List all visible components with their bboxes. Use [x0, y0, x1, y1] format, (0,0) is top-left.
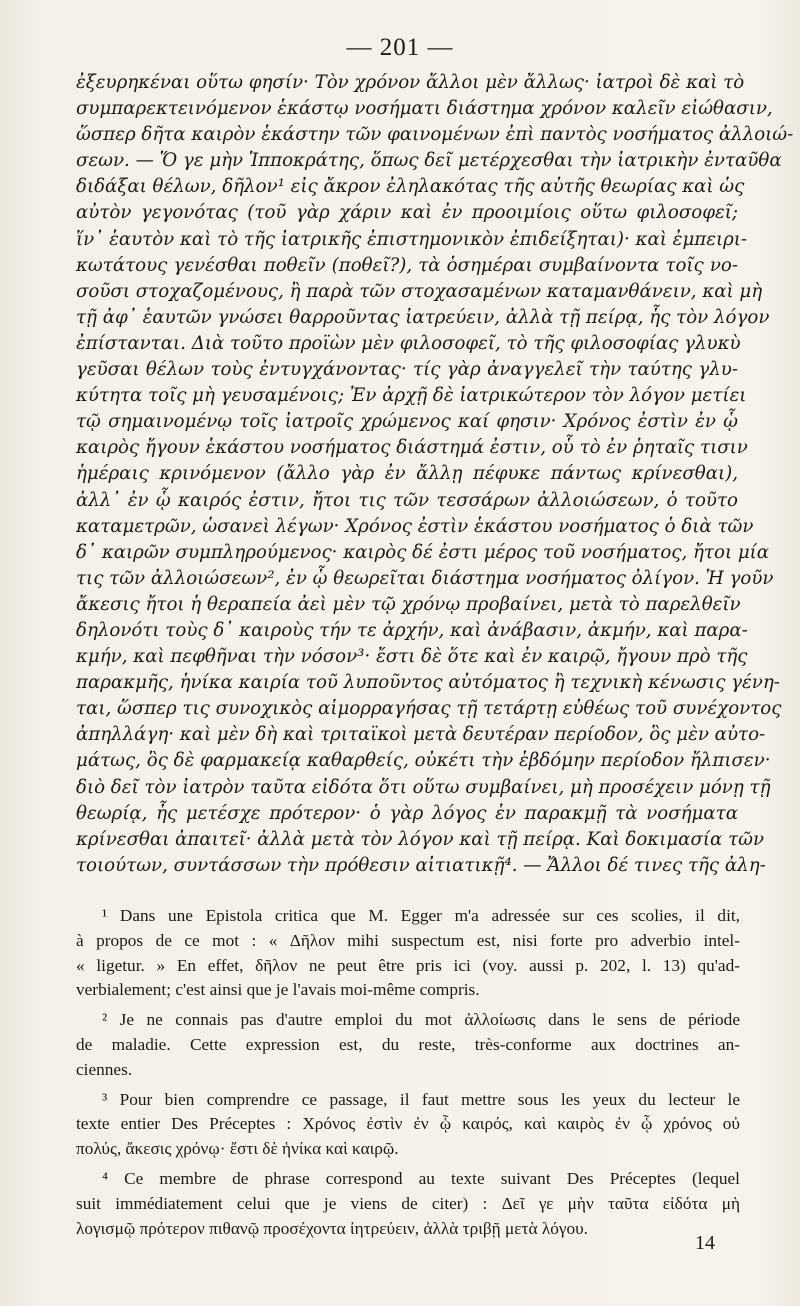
footnote-line: ⁴ Ce membre de phrase correspond au texte suivant Des Préceptes (lequel	[102, 1168, 740, 1188]
signature-mark: 14	[695, 1232, 715, 1254]
footnote-line: suit immédiatement celui que je viens de citer) : Δεῖ γε μὴν ταῦτα εἰδότα μὴ	[76, 1193, 740, 1213]
text-line: τις τῶν ἀλλοιώσεων², ἐν ᾧ θεωρεῖται διάστημα νοσήματος ὀλίγον. Ἡ γοῦν	[76, 567, 774, 589]
footnotes-block	[76, 904, 740, 1246]
text-line: θεωρίᾳ, ἧς μετέσχε πρότερον· ὁ γὰρ λόγος ἐν παρακμῇ τὰ νοσήματα	[76, 802, 738, 824]
footnote	[76, 1088, 740, 1162]
text-line: ἀλλ᾽ ἐν ᾧ καιρός ἐστιν, ἤτοι τις τῶν τεσσάρων ἀλλοιώσεων, ὁ τοῦτο	[76, 489, 738, 511]
text-line: παρακμῆς, ἡνίκα καιρία τοῦ λυποῦντος αὐτόματος ἢ τεχνικὴ κένωσις γένη-	[76, 672, 780, 694]
footnote-line: ¹ Dans une Epistola critica que M. Egger m'a adressée sur ces scolies, il dit,	[102, 906, 740, 925]
text-line: σοῦσι στοχαζομένους, ἢ παρὰ τῶν στοχασαμένων καταμανθάνειν, καὶ μὴ	[76, 280, 763, 302]
footnote-line: ciennes.	[76, 1059, 133, 1079]
footnote-line: ³ Pour bien comprendre ce passage, il faut mettre sous les yeux du lecteur le	[102, 1089, 740, 1109]
footnote	[76, 1008, 740, 1082]
text-line: κμήν, καὶ πεφθῆναι τὴν νόσον³· ἔστι δὲ ὅτε καὶ ἐν καιρῷ, ἤγουν πρὸ τῆς	[76, 646, 748, 668]
text-line: διδάξαι θέλων, δῆλον¹ εἰς ἄκρον ἐληλακότας τῆς αὐτῆς θεωρίας καὶ ὡς	[76, 176, 745, 198]
text-line: ἄκεσις ἤτοι ἡ θεραπεία ἀεὶ μὲν τῷ χρόνῳ προβαίνει, μετὰ τὸ παρελθεῖν	[76, 593, 741, 615]
text-line: ὥσπερ δῆτα καιρὸν ἑκάστην τῶν φαινομένων ἐπὶ παντὸς νοσήματος ἀλλοιώ-	[76, 124, 794, 146]
text-line: κύτητα τοῖς μὴ γευσαμένοις; Ἐν ἀρχῇ δὲ ἰατρικώτερον τὸν λόγον μετίει	[76, 385, 747, 407]
text-line: ἐξευρηκέναι οὕτω φησίν· Τὸν χρόνον ἄλλοι μὲν ἄλλως· ἰατροὶ δὲ καὶ τὸ	[76, 72, 745, 93]
text-line: τῇ ἀφ᾽ ἑαυτῶν γνώσει θαρροῦντας ἰατρεύειν, ἀλλὰ τῇ πείρᾳ, ἧς τὸν λόγον	[76, 306, 770, 328]
text-line: δηλονότι τοὺς δ᾽ καιροὺς τήν τε ἀρχήν, καὶ ἀνάβασιν, ἀκμήν, καὶ παρα-	[76, 619, 748, 641]
text-line: ἵν᾽ ἑαυτὸν καὶ τὸ τῆς ἰατρικῆς ἐπιστημονικὸν ἐπιδείξηται)· καὶ ἐμπειρι-	[76, 228, 748, 250]
footnote-line: πολύς, ἄκεσις χρόνῳ· ἔστι δὲ ἡνίκα καὶ καιρῷ.	[76, 1139, 399, 1159]
text-line: ἀπηλλάγη· καὶ μὲν δὴ καὶ τριταϊκοὶ μετὰ δευτέραν περίοδον, ὃς μὲν αὐτο-	[76, 724, 766, 746]
footnote	[76, 1167, 740, 1241]
text-line: κωτάτους γενέσθαι ποθεῖν (ποθεῖ?), τὰ ὁσημέραι συμβαίνοντα τοῖς νο-	[76, 254, 738, 276]
footnote-line: de maladie. Cette expression est, du reste, très-conforme aux doctrines an-	[76, 1034, 740, 1054]
page-number: — 201 —	[346, 34, 454, 61]
text-line: γεῦσαι θέλων τοὺς ἐντυγχάνοντας· τίς γὰρ ἀναγγελεῖ τὴν ταύτης γλυ-	[76, 359, 738, 381]
main-text-block	[76, 70, 794, 879]
footnote-line: texte entier Des Préceptes : Χρόνος ἐστὶν ἐν ᾧ καιρός, καὶ καιρὸς ἐν ᾧ χρόνος οὐ	[76, 1114, 740, 1134]
footnote-line: λογισμῷ πρότερον πιθανῷ προσέχοντα ἰητρεύειν, ἀλλὰ τριβῇ μετὰ λόγου.	[76, 1218, 589, 1238]
footnote	[76, 904, 740, 1003]
text-line: σεων. — Ὅ γε μὴν Ἱπποκράτης, ὅπως δεῖ μετέρχεσθαι τὴν ἰατρικὴν ἐνταῦθα	[76, 150, 782, 172]
text-line: καταμετρῶν, ὡσανεὶ λέγων· Χρόνος ἐστὶν ἑκάστου νοσήματος ὁ διὰ τῶν	[76, 515, 754, 537]
footnote-line: verbialement; c'est ainsi que je l'avais moi-même compris.	[76, 980, 480, 1000]
text-line: κρίνεσθαι ἀπαιτεῖ· ἀλλὰ μετὰ τὸν λόγον καὶ τῇ πείρᾳ. Καὶ δοκιμασία τῶν	[76, 828, 765, 850]
text-line: τῷ σημαινομένῳ τοῖς ἰατροῖς χρώμενος καί φησιν· Χρόνος ἐστὶν ἐν ᾧ	[76, 411, 738, 433]
text-line: αὐτὸν γεγονότας (τοῦ γὰρ χάριν καὶ ἐν προοιμίοις οὕτω φιλοσοφεῖ;	[76, 202, 738, 224]
footnote-line: « ligetur. » En effet, δῆλον ne peut être pris ici (voy. aussi p. 202, l. 13) qu'ad-	[76, 955, 740, 975]
text-line: μάτως, ὃς δὲ φαρμακείᾳ καθαρθείς, οὐκέτι τὴν ἑβδόμην περίοδον ἤλπισεν·	[76, 750, 771, 772]
text-line: συμπαρεκτεινόμενον ἑκάστῳ νοσήματι διάστημα χρόνον καλεῖν εἰώθασιν,	[76, 98, 773, 120]
text-line: ἡμέραις κρινόμενον (ἄλλο γὰρ ἐν ἄλλῃ πέφυκε πάντως κρίνεσθαι),	[76, 463, 738, 485]
footnote-line: ² Je ne connais pas d'autre emploi du mot ἀλλοίωσις dans le sens de période	[102, 1010, 740, 1030]
footnote-line: à propos de ce mot : « Δῆλον mihi suspectum est, nisi forte pro adverbio intel-	[76, 930, 740, 950]
text-line: καιρὸς ἤγουν ἑκάστου νοσήματος διάστημά ἐστιν, οὗ τὸ ἐν ῥηταῖς τισιν	[76, 437, 748, 459]
text-line: διὸ δεῖ τὸν ἰατρὸν ταῦτα εἰδότα ὅτι οὕτω συμβαίνει, μὴ προσέχειν μόνῃ τῇ	[76, 776, 771, 798]
text-line: ται, ὥσπερ τις συνοχικὸς αἱμορραγήσας τῇ τετάρτῃ εὐθέως τοῦ συνέχοντος	[76, 698, 782, 720]
text-line: ἐπίστανται. Διὰ τοῦτο προϊὼν μὲν φιλοσοφεῖ, τὸ τῆς φιλοσοφίας γλυκὺ	[76, 332, 741, 354]
text-line: δ᾽ καιρῶν συμπληρούμενος· καιρὸς δέ ἐστι μέρος τοῦ νοσήματος, ἤτοι μία	[76, 541, 770, 563]
text-line: τοιούτων, συντάσσων τὴν πρόθεσιν αἰτιατικῇ⁴. — Ἄλλοι δέ τινες τῆς ἀλη-	[76, 854, 766, 876]
